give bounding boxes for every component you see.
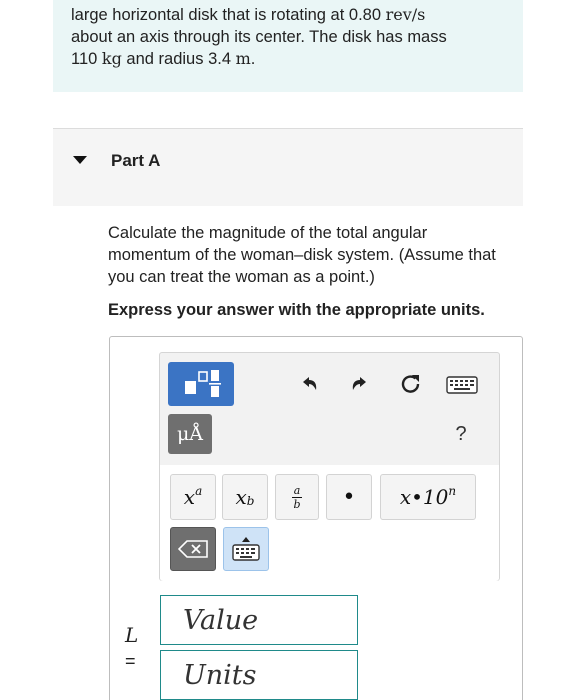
rate-unit: rev/s: [385, 5, 426, 24]
part-a-header[interactable]: [53, 128, 523, 206]
problem-line-1: large horizontal disk that is rotating at 0.80 rev/s: [71, 5, 426, 24]
scientific-notation-button[interactable]: x•10 $^n$: [380, 474, 476, 520]
keyboard-button[interactable]: [444, 373, 480, 397]
value-field[interactable]: [160, 595, 358, 645]
caret-down-icon[interactable]: [73, 156, 87, 164]
mass-unit: kg: [101, 49, 122, 68]
value-input[interactable]: [183, 603, 353, 637]
backspace-button[interactable]: [170, 527, 216, 571]
help-button[interactable]: ?: [455, 422, 467, 445]
problem-line-3: 110 kg and radius 3.4 m.: [71, 49, 256, 68]
keyboard-toggle-button[interactable]: [223, 527, 269, 571]
redo-icon: [348, 372, 372, 396]
math-toolbar: [159, 352, 500, 581]
fraction-button[interactable]: [275, 474, 319, 520]
multiply-dot-button[interactable]: •: [326, 474, 372, 520]
subscript-button[interactable]: x $_b$: [222, 474, 268, 520]
variable-label: L: [125, 623, 139, 647]
reset-icon: [399, 372, 423, 396]
equals-label: =: [125, 651, 136, 671]
question-text: Calculate the magnitude of the total angular momentum of the woman–disk system. (Assume that you can treat the woman as a point.): [108, 224, 496, 286]
fraction-glyph: $\frac{a}{b}$: [293, 483, 301, 511]
problem-statement: [53, 0, 523, 92]
units-button[interactable]: μÅ: [168, 414, 212, 454]
keyboard-icon: [446, 375, 478, 395]
superscript-button[interactable]: x $^a$: [170, 474, 216, 520]
undo-icon: [297, 372, 321, 396]
undo-button[interactable]: [294, 369, 324, 399]
units-field[interactable]: [160, 650, 358, 700]
backspace-icon: [178, 540, 208, 558]
part-title[interactable]: Part A: [111, 151, 161, 170]
answer-box: [109, 336, 523, 700]
reset-button[interactable]: [396, 369, 426, 399]
redo-button[interactable]: [345, 369, 375, 399]
answer-instruction: Express your answer with the appropriate units.: [108, 301, 485, 319]
units-input[interactable]: [183, 658, 353, 692]
keyboard-toggle-icon: [231, 534, 261, 564]
problem-line-2: about an axis through its center. The disk has mass: [71, 28, 447, 46]
radius-unit: m: [235, 49, 251, 68]
templates-button[interactable]: [168, 362, 234, 406]
templates-icon: [176, 366, 226, 402]
